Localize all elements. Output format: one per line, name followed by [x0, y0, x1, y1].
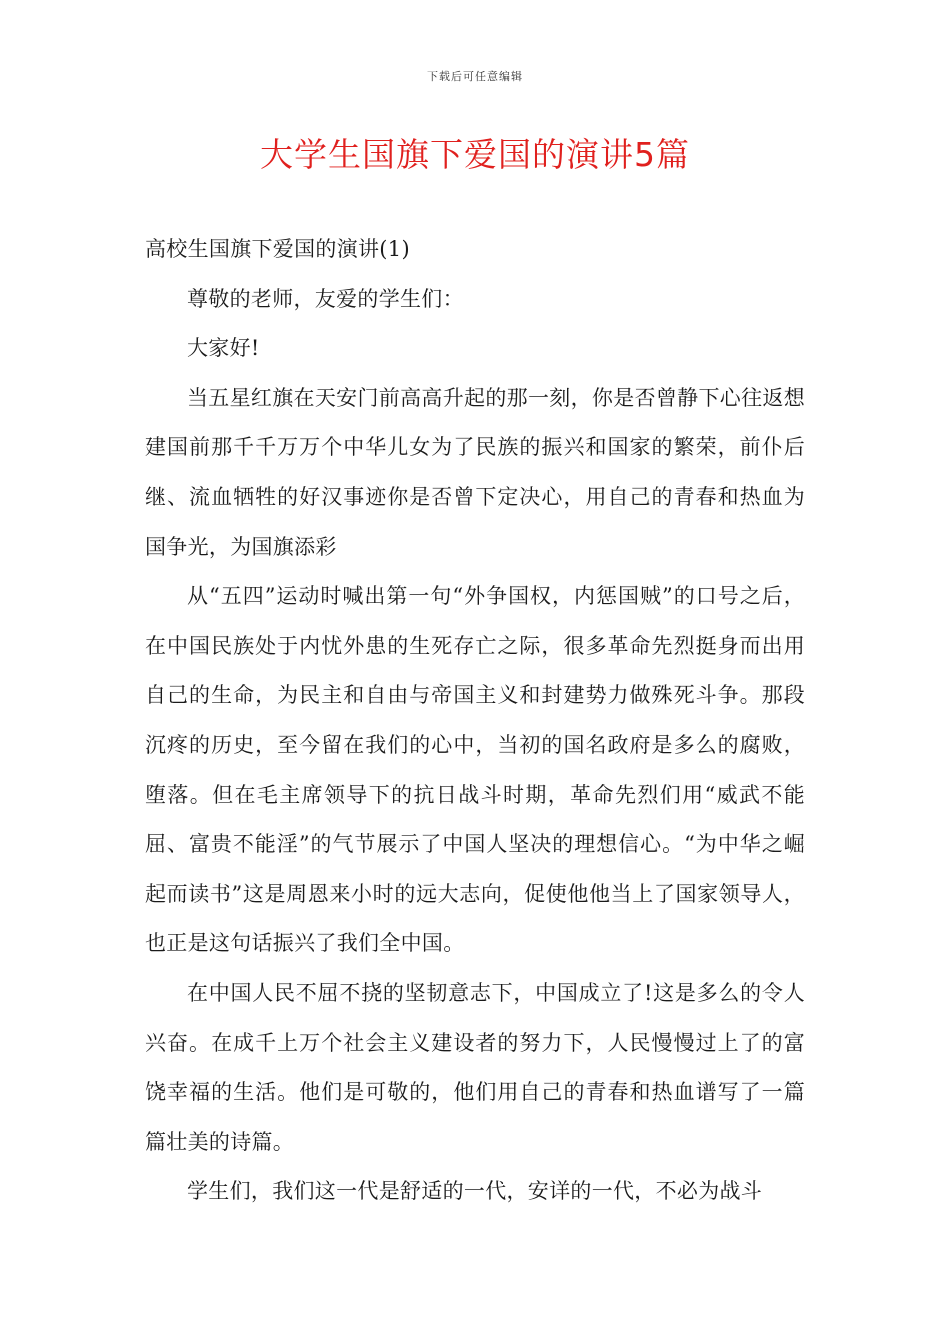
paragraph-greeting: 大家好!: [187, 336, 260, 361]
paragraph-salutation: 尊敬的老师，友爱的学生们：: [187, 286, 464, 311]
paragraph: 从“五四”运动时喊出第一句“外争国权，内惩国贼”的口号之后，在中国民族处于内忧外患的生死存亡之际，很多革命先烈挺身而出用自己的生命，为民主和自由与帝国主义和封建势力做殊死斗争。那段沉疼的历史，至今留在我们的心中，当初的国名政府是多么的腐败，堕落。但在毛主席领导下的抗日战斗时期，革命先烈们用“威武不能屈、富贵不能淫”的气节展示了中国人坚决的理想信心。“为中华之崛起而读书”这是周恩来小时的远大志向，促使他他当上了国家领导人，也正是这句话振兴了我们全中国。: [145, 584, 805, 956]
header-note: 下载后可任意编辑: [427, 70, 523, 83]
document-title: 大学生国旗下爱国的演讲5篇: [260, 135, 690, 174]
paragraph: 当五星红旗在天安门前高高升起的那一刻，你是否曾静下心往返想建国前那千千万万个中华儿女为了民族的振兴和国家的繁荣，前仆后继、流血牺牲的好汉事迹你是否曾下定决心，用自己的青春和热血为国争光，为国旗添彩: [145, 385, 805, 559]
paragraph: 在中国人民不屈不挠的坚韧意志下，中国成立了!这是多么的令人兴奋。在成千上万个社会主义建设者的努力下，人民慢慢过上了的富饶幸福的生活。他们是可敬的，他们用自己的青春和热血谱写了一篇篇壮美的诗篇。: [145, 980, 805, 1154]
document-body: [145, 225, 805, 1217]
paragraph: 学生们，我们这一代是舒适的一代，安详的一代，不必为战斗: [187, 1179, 763, 1204]
section-heading: 高校生国旗下爱国的演讲(1): [145, 237, 410, 261]
